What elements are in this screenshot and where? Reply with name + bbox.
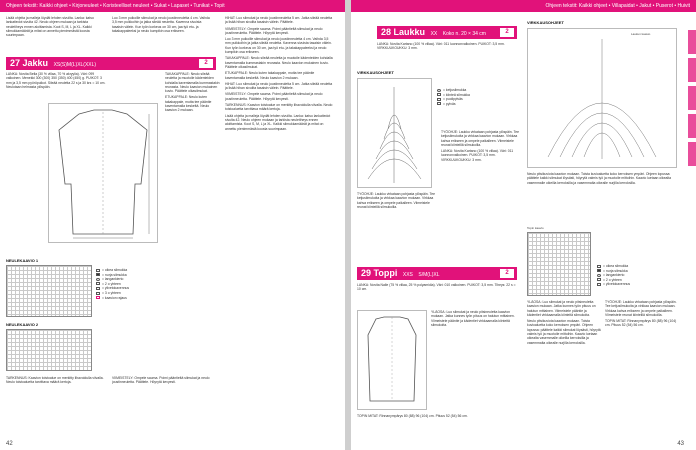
body-text-1-repeat: Luo 3 mm puikoille silmukat ja neulo joustinneuletta 4 cm. Vaihda 3,5 mm puikkoihin ja jatka sileää neuletta. Kavenna sivuista tasaisin välein. Kun työn korkeus on 30 cm, jaa työ etu- ja takakappaleeksi ja neulo kumpikin osa erikseen. — [225, 37, 332, 55]
legend-swatch-icon — [96, 292, 100, 295]
legend-swatch-icon — [597, 269, 601, 272]
body-text-5: VIIMEISTELY: Ompele sauma. Poimi pääntieltä silmukat ja neulo joustinneuletta. Päättele. Höyrytä kevyesti. — [225, 26, 323, 35]
crochet-legend — [437, 88, 517, 106]
top-diagram-label: Topin kaavio — [527, 226, 544, 230]
bag-diagram-label: Laukun kaavio — [631, 32, 651, 36]
legend-item: = pylväs — [437, 102, 517, 107]
right-column-text — [527, 172, 677, 232]
pattern-27-title: Jakku — [22, 58, 49, 68]
pattern-29-number: 29 — [361, 268, 372, 278]
legend-swatch-icon — [437, 102, 441, 105]
materials-27 — [6, 72, 108, 102]
materials-28-repeat: LANKA: Novita Kartano (100 % villaa). Väri: 011 luonnonvalkoinen. PUIKOT: 3,5 mm. VIRKKUUKOUKKU: 3 mm. — [441, 149, 514, 162]
legend-swatch-icon — [96, 269, 100, 272]
pattern-29-title: Toppi — [373, 268, 398, 278]
crochet-section-title-2: VIRKKAUSOHJEET — [527, 20, 564, 25]
bag-chart-large — [527, 28, 677, 168]
instructions-28 — [357, 192, 437, 262]
instructions-col-3 — [225, 16, 333, 436]
body-text-5-repeat: VIIMEISTELY: Ompele sauma. Poimi pääntieltä silmukat ja neulo joustinneuletta. Päättele. Höyrytä kevyesti. — [225, 92, 323, 101]
instructions-col-2 — [165, 72, 220, 252]
section-tab — [688, 142, 696, 166]
page-number-left: 42 — [6, 441, 13, 447]
body-28-text: TYÖOHJE: Laukku virkataan pohjasta ylöspäin. Tee ketjusilmukoita ja virkkaa kaavion mukaan. Virkkaa kahva erikseen ja ompele paikalleen. Viimeistele reunat kiinteillä silmukoilla. — [357, 192, 435, 209]
legend-swatch-icon — [437, 89, 441, 92]
chart-2-title: NEULEKAAVIO 2 — [6, 322, 39, 327]
body-29-repeat: YLÄOSA: Luo silmukat ja neulo pitsineuletta kaavion mukaan. Jatka kunnes työn pituus on halutun mittainen. Viimeistele pääntie ja kädentiet virkkaamalla kiinteitä silmukoita. — [527, 300, 596, 317]
legend-item: = ylivetokavennus — [96, 286, 156, 291]
legend-item: = ketjusilmukka — [437, 88, 517, 93]
legend-item: = kiinteä silmukka — [437, 93, 517, 98]
right-column-2b — [605, 300, 679, 436]
section-tab — [688, 86, 696, 110]
lace-legend — [597, 264, 677, 287]
pattern-27-number: 27 — [10, 58, 21, 68]
legend-item: = nurja silmukka — [96, 273, 156, 278]
body-28-text-repeat: TYÖOHJE: Laukku virkataan pohjasta ylöspäin. Tee ketjusilmukoita ja virkkaa kaavion mukaan. Virkkaa kahva erikseen ja ompele paikalleen. Viimeistele reunat kiinteillä silmukoilla. — [441, 130, 519, 147]
section-tab — [688, 58, 696, 82]
legend-swatch-icon — [597, 278, 601, 281]
right-topband: Ohjeen tekstit: Kaikki ohjeet • Villapaidat • Jakut • Puserot • Huivit — [351, 0, 696, 12]
body-text-3: ETUKAPPALE: Neulo kuten takakappale, mutta tee pääntie kaventamalla keskeltä. Neulo kaavion 2 mukaan. — [165, 95, 212, 113]
top-schematic — [357, 310, 427, 410]
left-page — [0, 0, 345, 450]
materials-28 — [377, 42, 517, 68]
page-number-right: 43 — [677, 441, 684, 447]
legend-item: = 2 o yhteen — [96, 282, 156, 287]
chart-legend — [96, 268, 156, 300]
legend-item: = nurja silmukka — [597, 269, 677, 274]
pattern-27-header — [6, 57, 216, 70]
body-text-2: TAKAKAPPALE: Neulo sileää neuletta ja muotoile kädenteiden kohdalla kaventamalla kummastakin reunasta. Neulo kaavion mukainen kuvio. Päättele olkasilmukat. — [165, 72, 220, 94]
knitting-chart-1 — [6, 265, 92, 317]
legend-swatch-icon — [96, 296, 100, 299]
legend-swatch-icon — [96, 278, 100, 281]
difficulty-badge: 2 — [500, 269, 514, 278]
footer-col-1 — [6, 376, 106, 436]
body-text-4-repeat: HIHAT: Luo silmukat ja neulo joustinneuletta 5 cm. Jatka sileää neuletta ja lisää hihan sivuilta tasaisin välein. Päättele. — [225, 81, 333, 91]
left-topband: Ohjeen tekstit: Kaikki ohjeet • Kirjoneuleet • Koristeelliset neuleet • Sukat • Lapaset • Tunikat • Topit — [0, 0, 345, 12]
materials-27-text: LANKA: Novita Bella (30 % villaa, 70 % akryylia). Väri: 099 valkoinen. Menekki 300 (300) 350 (350) 400 (450) g. PUIKOT: 3 mm ja 3,5 mm pyöröpuikot. Sileää neuletta 22 s ja 30 krs = 10 cm. Neulotaan helmasta ylöspäin. — [6, 72, 106, 89]
instructions-col-2-top — [112, 16, 212, 56]
top-outline-drawing — [358, 311, 426, 409]
footer-body-5: VIIMEISTELY: Ompele sauma. Poimi pääntieltä silmukat ja neulo joustinneuletta. Päättele. Höyrytä kevyesti. — [112, 376, 210, 385]
legend-item: = 3 o yhteen — [96, 291, 156, 296]
legend-swatch-icon — [437, 93, 441, 96]
top-info-repeat: TOPIN MITAT: Rinnanympärys 80 (88) 96 (104) cm. Pituus 52 (54) 56 cm. — [605, 319, 677, 328]
bag-crochet-diagram — [357, 78, 432, 188]
crochet-symbol-chart — [358, 79, 431, 187]
intro-text — [6, 16, 106, 56]
footer-col-2 — [112, 376, 220, 436]
body-29-text: YLÄOSA: Luo silmukat ja neulo pitsineuletta kaavion mukaan. Jatka kunnes työn pituus on halutun mittainen. Viimeistele pääntie ja kädentiet virkkaamalla kiinteitä silmukoita. — [431, 310, 515, 327]
legend-item: = oikea silmukka — [597, 264, 677, 269]
footer-text: TARKENNUS: Kaavion toistoalue on merkitty lihavoidulla viivalla. Neulo toistoaluetta tarvittava määrä kertoja. — [6, 376, 104, 385]
legend-item: = langankierto — [96, 277, 156, 282]
materials-29 — [357, 283, 517, 307]
difficulty-badge: 2 — [199, 59, 213, 68]
legend-swatch-icon — [96, 282, 100, 285]
right-column-2a — [527, 300, 601, 436]
pattern-28-header — [377, 26, 517, 39]
bag-chart-drawing — [528, 29, 676, 167]
difficulty-badge: 2 — [500, 28, 514, 37]
legend-item: = ylivetokavennus — [597, 282, 677, 287]
right-column-body: Neulo pitsikuviota kaavion mukaan. Toista kuvioaluetta koko kerroksen ympäri. Ohjeen lopussa: päättele kaikki silmukat löysästi, höyrytä valmis työ ja muotoile mittoihin. Kaavio luetaan oikealta vasemmalle oikeilla kerroksilla ja vasemmalta oikealle nurjilla kerroksilla. — [527, 172, 671, 185]
body-28-repeat-2: TYÖOHJE: Laukku virkataan pohjasta ylöspäin. Tee ketjusilmukoita ja virkkaa kaavion mukaan. Virkkaa kahva erikseen ja ompele paikalleen. Viimeistele reunat kiinteillä silmukoilla. — [605, 300, 677, 317]
pattern-29-header — [357, 267, 517, 280]
pattern-28-code: XX — [430, 31, 438, 37]
legend-item: = puolipylväs — [437, 97, 517, 102]
pattern-28-title: Laukku — [393, 27, 426, 37]
intro-text-repeat: Lisää ohjeita ja malleja löydät lehden sivuilta. Lanka: katso lankatiedot sivulta 42. Neulo ohjeen mukaan ja tarkista neuletiheys ennen aloittamista. Koot S, M, L ja XL. Kaikki silmukkamäärät ja mitat on annettu pienimmästä koosta suurimpaan. — [225, 113, 331, 131]
pattern-29-size: S/M(L)XL — [418, 272, 440, 278]
section-tab — [688, 114, 696, 138]
legend-swatch-icon — [597, 274, 601, 277]
garment-schematic — [48, 103, 158, 243]
pattern-29-code: XXS — [402, 272, 413, 278]
materials-28-text: LANKA: Novita Kartano (100 % villaa). Väri: 011 luonnonvalkoinen. PUIKOT: 3,5 mm. VIRKKUUKOUKKU: 3 mm. — [377, 42, 505, 51]
footer-text-repeat: TARKENNUS: Kaavion toistoalue on merkitty lihavoidulla viivalla. Neulo toistoaluetta tarvittava määrä kertoja. — [225, 103, 333, 112]
body-text-2-repeat: TAKAKAPPALE: Neulo sileää neuletta ja muotoile kädenteiden kohdalla kaventamalla kummastakin reunasta. Neulo kaavion mukainen kuvio. Päättele olkasilmukat. — [225, 56, 333, 69]
top-measurements — [357, 414, 517, 436]
chart-1-title: NEULEKAAVIO 1 — [6, 258, 39, 263]
instructions-29 — [431, 310, 519, 390]
right-column-repeat: Neulo pitsikuviota kaavion mukaan. Toista kuvioaluetta koko kerroksen ympäri. Ohjeen lopussa: päättele kaikki silmukat löysästi, höyrytä valmis työ ja muotoile mittoihin. Kaavio luetaan oikealta vasemmalle oikeilla kerroksilla ja vasemmalta oikealle nurjilla kerroksilla. — [527, 319, 601, 345]
jacket-outline-drawing — [49, 104, 157, 242]
legend-item: = kaavion rajaus — [96, 296, 156, 301]
legend-item: = langankierto — [597, 273, 677, 278]
body-text-3-repeat: ETUKAPPALE: Neulo kuten takakappale, mutta tee pääntie kaventamalla keskeltä. Neulo kaavion 2 mukaan. — [225, 71, 315, 80]
knitting-chart-2 — [6, 329, 92, 371]
legend-swatch-icon — [597, 283, 601, 286]
legend-item: = 2 o yhteen — [597, 278, 677, 283]
pattern-27-code: XS(S)M(L)XL(XXL) — [53, 62, 97, 68]
legend-swatch-icon — [597, 265, 601, 268]
legend-item: = oikea silmukka — [96, 268, 156, 273]
instructions-28-col-2 — [441, 130, 519, 250]
legend-swatch-icon — [437, 98, 441, 101]
top-info-text: TOPIN MITAT: Rinnanympärys 80 (88) 96 (104) cm. Pituus 52 (54) 56 cm. — [357, 414, 468, 418]
top-lace-chart — [527, 232, 591, 296]
body-text-1: Luo 3 mm puikoille silmukat ja neulo joustinneuletta 4 cm. Vaihda 3,5 mm puikkoihin ja jatka sileää neuletta. Kavenna sivuista tasaisin välein. Kun työn korkeus on 30 cm, jaa työ etu- ja takakappaleeksi ja neulo kumpikin osa erikseen. — [112, 16, 210, 33]
section-tab — [688, 30, 696, 54]
intro-paragraph: Lisää ohjeita ja malleja löydät lehden sivuilta. Lanka: katso lankatiedot sivulta 42. Neulo ohjeen mukaan ja tarkista neuletiheys ennen aloittamista. Koot S, M, L ja XL. Kaikki silmukkamäärät ja mitat on annettu pienimmästä koosta suurimpaan. — [6, 16, 94, 38]
legend-swatch-icon — [96, 287, 100, 290]
right-page — [351, 0, 696, 450]
pattern-28-size: Koko n. 20 × 34 cm — [442, 31, 486, 37]
crochet-section-title: VIRKKAUSOHJEET — [357, 70, 394, 75]
pattern-28-number: 28 — [381, 27, 392, 37]
body-text-4: HIHAT: Luo silmukat ja neulo joustinneuletta 5 cm. Jatka sileää neuletta ja lisää hihan sivuilta tasaisin välein. Päättele. — [225, 16, 333, 25]
legend-swatch-icon — [96, 273, 100, 276]
section-tabs — [688, 30, 696, 170]
materials-29-text: LANKA: Novita Nalle (75 % villaa, 25 % polyamidia). Väri: 010 valkoinen. PUIKOT: 3,5 mm. Tiheys: 22 s = 10 cm. — [357, 283, 516, 292]
